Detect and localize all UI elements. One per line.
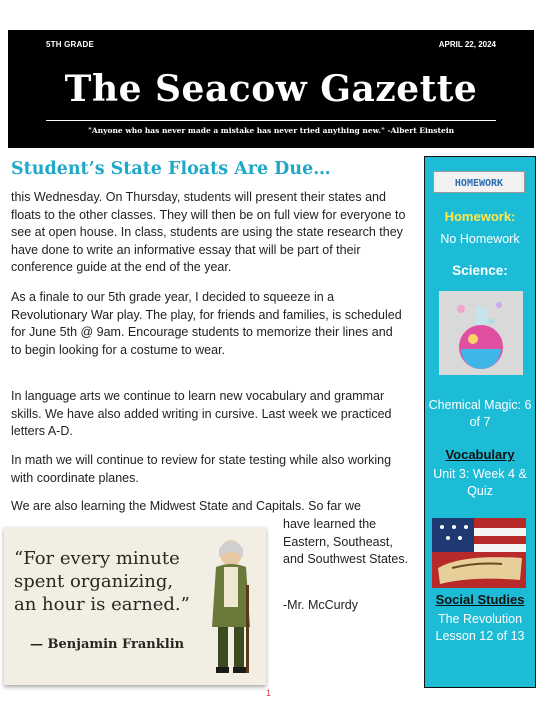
article-paragraph: As a finale to our 5th grade year, I decided to squeeze in a Revolutionary War play. The play, for friends and families, is scheduled for June 5th @ 9am. Encourage students to memorize their lines and to begin looking for a costume to wear. <box>11 290 402 357</box>
masthead <box>8 30 534 148</box>
quote-line: spent organizing, <box>14 571 174 592</box>
homework-heading: Homework: <box>444 209 516 224</box>
grade-label: 5TH GRADE <box>46 40 95 49</box>
constitution-flag-image <box>432 518 526 588</box>
quote-line: an hour is earned.” <box>14 594 190 615</box>
quote-text <box>14 547 194 616</box>
science-heading: Science: <box>452 263 508 278</box>
article-paragraph: this Wednesday. On Thursday, students will present their states and floats to the other classes. They will then be on full view for everyone to see at open house. In class, students are using the state research they have done to write an informative essay that will be part of their conference guide at the end of the year. <box>11 190 406 274</box>
benjamin-franklin-figure <box>202 535 260 680</box>
article-paragraph: We are also learning the Midwest State and Capitals. So far we <box>11 499 361 513</box>
article-paragraph: In math we will continue to review for state testing while also working with coordinate planes. <box>11 453 392 485</box>
newsletter-title: The Seacow Gazette <box>64 68 478 110</box>
science-text: Chemical Magic: 6 of 7 <box>428 398 532 429</box>
logo-text: HOMEWORK <box>454 178 504 190</box>
masthead-divider <box>46 120 496 121</box>
article-headline: Student’s State Floats Are Due… <box>11 159 331 179</box>
social-studies-heading: Social Studies <box>435 592 525 607</box>
potion-flask-image <box>439 291 523 375</box>
teacher-signature: -Mr. McCurdy <box>283 598 358 612</box>
quote-line: “For every minute <box>14 548 180 569</box>
article-continuation: have learned the Eastern, Southeast, and Southwest States. <box>283 517 409 566</box>
quote-author: — Benjamin Franklin <box>30 637 185 652</box>
homework-logo <box>433 171 525 193</box>
social-studies-text: The Revolution Lesson 12 of 13 <box>435 612 525 643</box>
masthead-quote: "Anyone who has never made a mistake has never tried anything new." -Albert Einstein <box>87 126 455 135</box>
page-number: 1 <box>266 688 272 698</box>
franklin-quote-image <box>4 527 266 685</box>
vocabulary-text: Unit 3: Week 4 & Quiz <box>433 467 527 498</box>
issue-date: APRIL 22, 2024 <box>438 40 496 49</box>
assignments-sidebar <box>424 156 536 688</box>
article-paragraph: In language arts we continue to learn new vocabulary and grammar skills. We have also added writing in cursive. Last week we practiced letters A-D. <box>11 389 392 438</box>
homework-text: No Homework <box>440 232 520 246</box>
vocabulary-heading: Vocabulary <box>445 447 515 462</box>
